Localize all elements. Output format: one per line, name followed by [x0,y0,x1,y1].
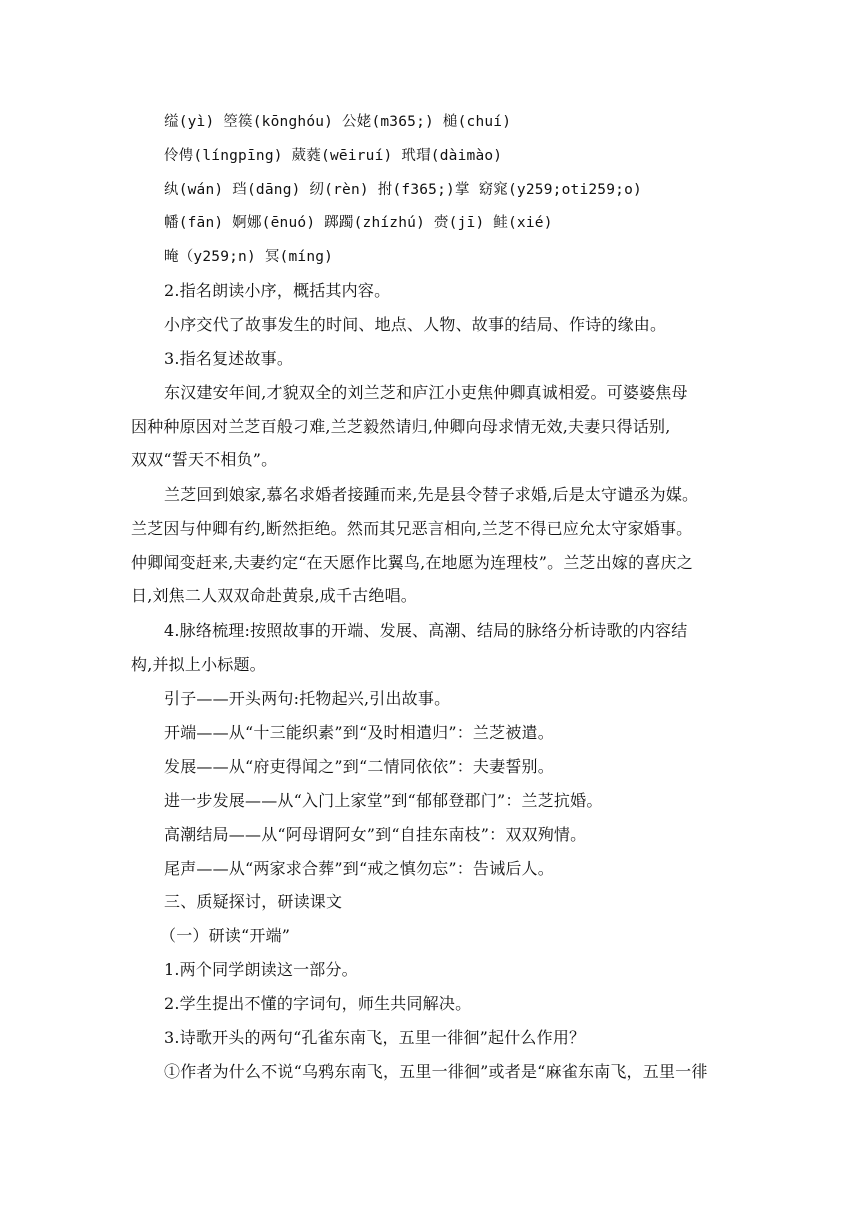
pinyin-line-5: 晻（y259;n) 冥(míng) [164,249,334,265]
step-2-heading: 2.指名朗读小序，概括其内容。 [164,281,391,300]
pinyin-line-4: 幡(fān) 婀娜(ēnuó) 踯躅(zhízhú) 赍(jī) 鲑(xié) [164,215,553,231]
story-para-2-line-1: 兰芝回到娘家,慕名求婚者接踵而来,先是县令替子求婚,后是太守谴丞为媒。 [164,485,699,504]
outline-further-development: 进一步发展——从“入门上家堂”到“郁郁登郡门”：兰芝抗婚。 [164,791,603,810]
story-para-2-line-3: 仲卿闻变赶来,夫妻约定“在天愿作比翼鸟,在地愿为连理枝”。兰芝出嫁的喜庆之 [131,553,693,572]
subsection-1-heading: （一）研读“开端” [160,926,291,945]
preface-summary: 小序交代了故事发生的时间、地点、人物、故事的结局、作诗的缘由。 [164,315,667,334]
question-1: ①作者为什么不说“乌鸦东南飞，五里一徘徊”或者是“麻雀东南飞，五里一徘 [164,1062,708,1081]
outline-climax: 高潮结局——从“阿母谓阿女”到“自挂东南枝”：双双殉情。 [164,825,587,844]
pinyin-line-1: 缢(yì) 箜篌(kōnghóu) 公姥(m365;) 槌(chuí) [164,114,512,130]
step-4-heading: 4.脉络梳理:按照故事的开端、发展、高潮、结局的脉络分析诗歌的内容结 [164,621,688,640]
outline-epilogue: 尾声——从“两家求合葬”到“戒之慎勿忘”：告诫后人。 [164,859,554,878]
story-para-2-line-4: 日,刘焦二人双双命赴黄泉,成千古绝唱。 [131,586,417,605]
story-para-1-line-1: 东汉建安年间,才貌双全的刘兰芝和庐江小吏焦仲卿真诚相爱。可婆婆焦母 [164,383,688,402]
section-3-heading: 三、质疑探讨，研读课文 [164,892,343,911]
story-para-2-line-2: 兰芝因与仲卿有约,断然拒绝。然而其兄恶言相向,兰芝不得已应允太守家婚事。 [131,519,693,538]
task-3: 3.诗歌开头的两句“孔雀东南飞，五里一徘徊”起什么作用？ [164,1028,586,1047]
step-3-heading: 3.指名复述故事。 [164,349,294,368]
task-2: 2.学生提出不懂的字词句，师生共同解决。 [164,994,472,1013]
story-para-1-line-2: 因种种原因对兰芝百般刁难,兰芝毅然请归,仲卿向母求情无效,夫妻只得话别, [131,417,671,436]
task-1: 1.两个同学朗读这一部分。 [164,960,358,979]
outline-beginning: 开端——从“十三能织素”到“及时相遣归”：兰芝被遣。 [164,723,554,742]
pinyin-line-2: 伶俜(língpīng) 葳蕤(wēiruí) 玳瑁(dàimào) [164,148,503,164]
pinyin-line-3: 纨(wán) 珰(dāng) 纫(rèn) 拊(f365;)掌 窈窕(y259;oti259;o) [164,182,642,198]
outline-intro: 引子——开头两句:托物起兴,引出故事。 [164,689,451,708]
outline-development: 发展——从“府吏得闻之”到“二情同依依”：夫妻誓别。 [164,757,554,776]
step-4-heading-cont: 构,并拟上小标题。 [131,655,266,674]
story-para-1-line-3: 双双“誓天不相负”。 [131,450,278,469]
